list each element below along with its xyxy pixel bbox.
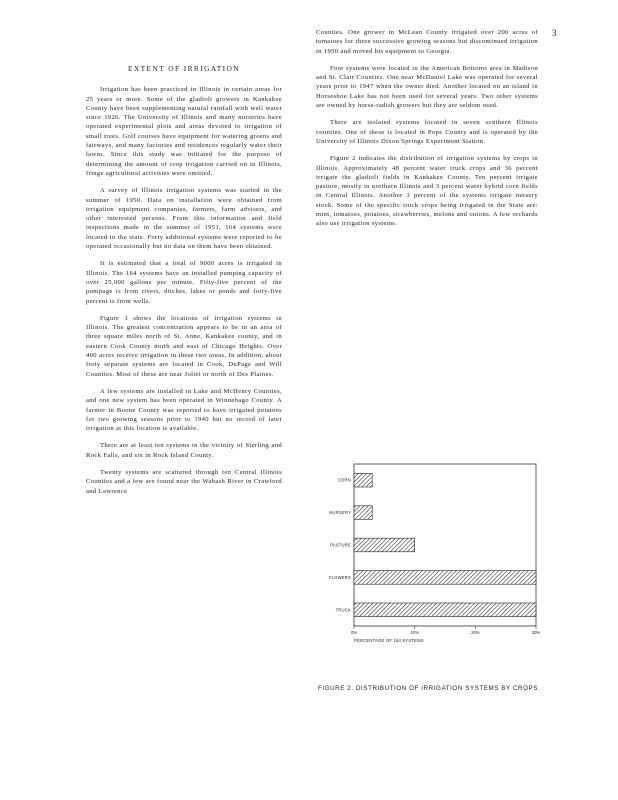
bar (354, 473, 372, 487)
paragraph: A survey of Illinois irrigation systems was started in the summer of 1950. Data on installation were obtained from irrigation equipment companies, farmers, farm advisers, and other interested persons. From this information and field inspections made in the summer of 1951, 164 systems were located in the state. Forty additional systems were reported to be operated occasionally but no data on them have been obtained. (86, 187, 282, 251)
category-label: FLOWERS (328, 574, 351, 580)
bar (354, 538, 415, 552)
paragraph: It is estimated that a total of 9000 acres is irrigated in Illinois. The 164 systems have an installed pumping capacity of over 25,000 gallons per minute. Fifty-five percent of the pumpage is from rivers, ditches, lakes or ponds and forty-five percent is from wells. (86, 260, 282, 305)
bar (354, 603, 536, 617)
x-axis-label: PERCENTAGE OF 164 SYSTEMS (354, 638, 424, 643)
paragraph: Four systems were located in the American Bottoms area in Madison and St. Clair Counties. One near McDaniel Lake was operated for several years prior to 1947 when the owner died. Another located on an island in Horseshoe Lake has not been used for several years. Two other systems are owned by horse-radish growers but they are seldom used. (316, 64, 538, 110)
paragraph: Figure 2 indicates the distribution of irrigation systems by crops in Illinois. Approximately 48 percent water truck crops and 36 percent irrigate the gladioli fields in Kankakee County. Ten percent irrigate pasture, mostly in northern Illinois and 3 percent water hybrid corn fields in Central Illinois. Another 3 percent of the systems irrigate nursery stock. Some of the specific truck crops being irrigated in the State are: mint, tomatoes, potatoes, strawberries, melons and onions. A few orchards also use irrigation systems. (316, 155, 538, 228)
crop-distribution-chart (314, 458, 550, 654)
paragraph: There are isolated systems located in seven southern Illinois counties. One of these is located in Pope County and is operated by the University of Illinois Dixon Springs Experiment Station. (316, 119, 538, 145)
bar (354, 506, 372, 520)
x-tick-label: 0% (350, 630, 358, 635)
page-number: 3 (552, 28, 557, 38)
bar (354, 571, 536, 585)
category-label: TRUCK (335, 607, 351, 613)
x-tick-label: 30% (531, 630, 541, 635)
paragraph: A few systems are installed in Lake and McHenry Counties, and one new system has been operated in Winnebago County. A farmer in Boone County was reported to have irrigated potatoes for two growing seasons prior to 1940 but no record of later irrigation at this location is available. (86, 387, 282, 433)
category-label: PASTURE (330, 542, 351, 548)
section-title: EXTENT OF IRRIGATION (127, 64, 241, 73)
figure-caption: FIGURE 2. DISTRIBUTION OF IRRIGATION SYSTEMS BY CROPS. (318, 685, 541, 692)
paragraph: There are at least ten systems in the vicinity of Sterling and Rock Falls, and six in Rock Island County. (86, 442, 282, 459)
chart-svg (314, 458, 550, 654)
left-column (86, 58, 282, 504)
category-label: NURSERY (329, 510, 351, 516)
paragraph: Figure 1 shows the locations of irrigation systems in Illinois. The greatest concentration appears to be in an area of three square miles north of St. Anne, Kankakee county, and in eastern Cook County north and east of Chicago Heights. Over 400 acres receive irrigation in these two areas. In addition, about forty separate systems are located in Cook, DuPage and Will Counties. Most of these are near Joliet or north of Des Plaines. (86, 314, 282, 378)
category-label: CORN (337, 477, 351, 483)
paragraph: Irrigation has been practiced in Illinois in certain areas for 25 years or more. Some of the gladioli growers in Kankakee County have been supplementing natural rainfall with well water since 1926. The University of Illinois and many nurseries have operated experimental plots and areas devoted to irrigation of small trees. Golf courses have equipment for watering greens and fairways, and many factories and residences regularly water their lawns. Since this study was initiated for the purpose of determining the amount of crop irrigation carried on in Illinois, fringe agricultural activities were omitted. (86, 86, 282, 177)
right-column (316, 28, 538, 237)
paragraph: Counties. One grower in McLean County irrigated over 200 acres of tomatoes for three successive growing seasons but discontinued irrigation in 1950 and moved his equipment to Georgia. (316, 29, 538, 55)
x-tick-label: 10% (410, 630, 419, 635)
paragraph: Twenty systems are scattered through ten Central Illinois Counties and a few are found near the Wabash River in Crawford and Lawrence (86, 468, 282, 495)
x-tick-label: 20% (471, 630, 480, 635)
